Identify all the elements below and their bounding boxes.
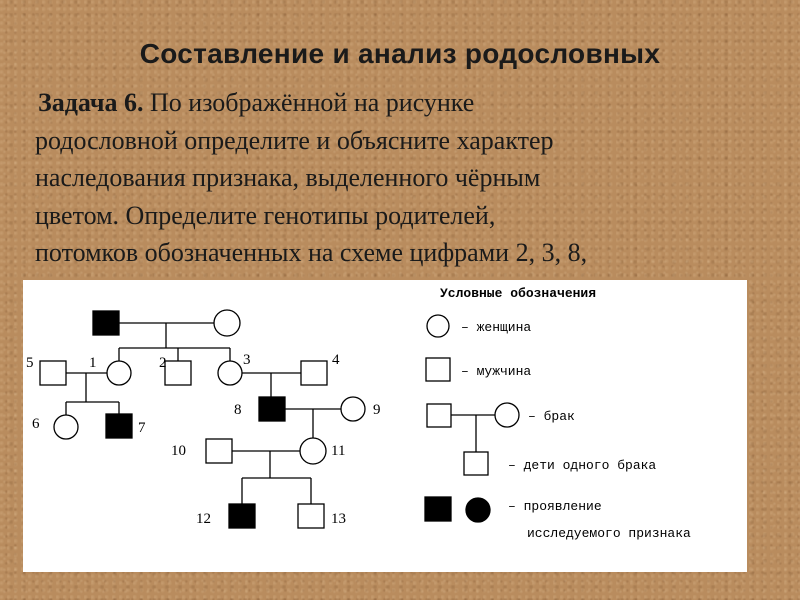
label-9: 9 <box>373 402 381 418</box>
legend-trait-label-2: исследуемого признака <box>527 526 691 541</box>
task-line-1-text: По изображённой на рисунке <box>143 88 475 117</box>
legend-female-label: – женщина <box>461 320 532 335</box>
label-7: 7 <box>138 420 146 436</box>
individual-12-affected-male <box>229 504 255 528</box>
legend-trait-label-1: – проявление <box>508 499 602 514</box>
individual-2-male <box>165 361 191 385</box>
individual-7-affected-male <box>106 414 132 438</box>
label-6: 6 <box>32 416 40 432</box>
label-5: 5 <box>26 355 34 371</box>
individual-8-affected-male <box>259 397 285 421</box>
pedigree-svg <box>23 280 747 572</box>
pedigree-figure <box>23 280 747 572</box>
grandmother-female <box>214 310 240 336</box>
individual-9-female <box>341 397 365 421</box>
label-4: 4 <box>332 352 340 368</box>
label-12: 12 <box>196 511 211 527</box>
individual-6-female <box>54 415 78 439</box>
task-line-5: потомков обозначенных на схеме цифрами 2, 3, 8, <box>35 238 588 267</box>
legend-marriage-female-symbol <box>495 403 519 427</box>
individual-5-male <box>40 361 66 385</box>
legend-male-symbol <box>426 358 450 381</box>
individual-11-female <box>300 438 326 464</box>
legend-child-symbol <box>464 452 488 475</box>
legend-affected-male-symbol <box>425 497 451 521</box>
legend-male-label: – мужчина <box>461 364 532 379</box>
legend-marriage-male-symbol <box>427 404 451 427</box>
label-13: 13 <box>331 511 346 527</box>
individual-3-female <box>218 361 242 385</box>
legend-female-symbol <box>427 315 449 337</box>
pedigree-individuals <box>40 310 519 528</box>
legend-children-label: – дети одного брака <box>508 458 657 473</box>
task-line-1 <box>35 84 780 122</box>
individual-13-male <box>298 504 324 528</box>
task-label: Задача 6. <box>38 88 144 117</box>
label-10: 10 <box>171 443 186 459</box>
legend-title: Условные обозначения <box>440 286 597 301</box>
label-8: 8 <box>234 402 242 418</box>
individual-4-male <box>301 361 327 385</box>
legend-marriage-label: – брак <box>528 409 575 424</box>
label-2: 2 <box>159 355 167 371</box>
label-3: 3 <box>243 352 251 368</box>
task-line-4: цветом. Определите генотипы родителей, <box>35 200 496 230</box>
grandfather-affected-male <box>93 311 119 335</box>
task-line-3: наследования признака, выделенного чёрным <box>35 163 541 192</box>
individual-10-male <box>206 439 232 463</box>
label-1: 1 <box>89 355 97 371</box>
individual-1-female <box>107 361 131 385</box>
slide-title: Составление и анализ родословных <box>139 38 661 69</box>
task-text <box>35 84 780 284</box>
task-line-2: родословной определите и объясните характер <box>35 125 554 155</box>
legend-affected-female-symbol <box>466 498 490 522</box>
label-11: 11 <box>331 443 346 459</box>
